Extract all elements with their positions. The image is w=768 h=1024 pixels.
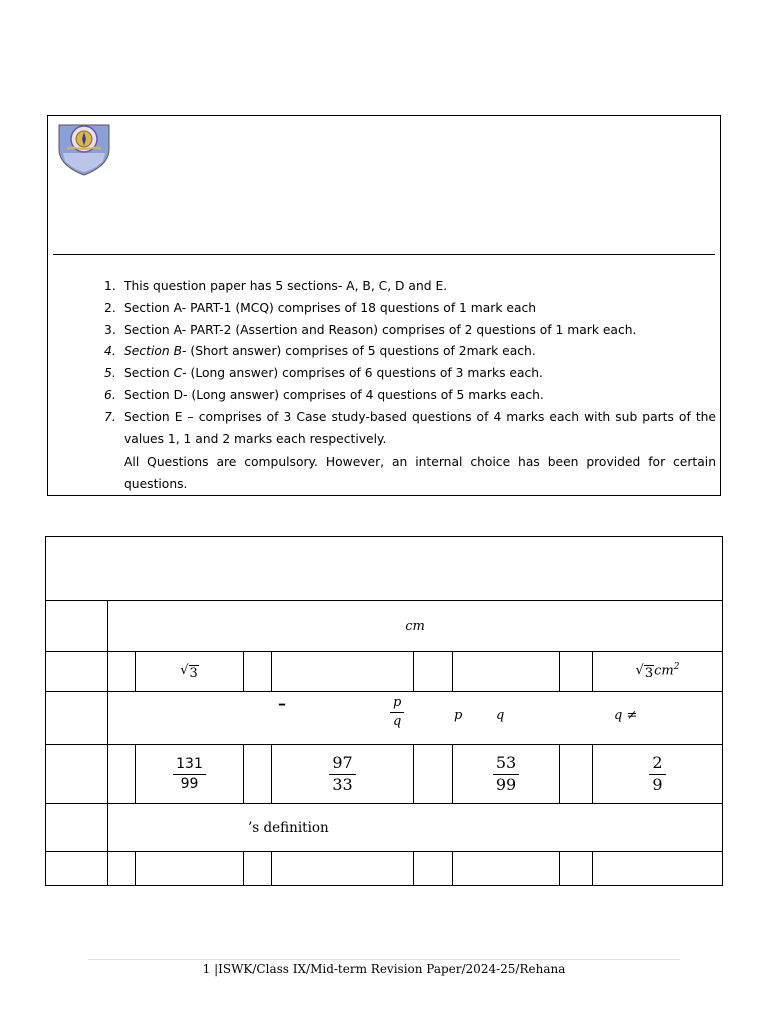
option-label-cell	[108, 652, 136, 692]
question-number-cell	[46, 852, 108, 886]
option-label-cell	[560, 652, 593, 692]
option-d-cell	[593, 745, 723, 804]
dash-symbol: –	[278, 694, 286, 713]
option-c-cell	[453, 852, 560, 886]
instructions-list	[94, 276, 716, 496]
question-text-cell	[108, 692, 723, 745]
option-label-cell	[108, 745, 136, 804]
question-number-cell	[46, 745, 108, 804]
option-d-cell: √ 3 $cm^2$	[593, 652, 723, 692]
option-a-cell	[136, 652, 244, 692]
fraction-p-over-q: $\frac{p}{q}$	[390, 696, 404, 728]
question-text-cell	[108, 601, 723, 652]
instruction-item: 2. Section A- PART-1 (MCQ) comprises of 18 questions of 1 mark each	[104, 300, 537, 315]
option-label-cell	[108, 852, 136, 886]
variable-p: p	[454, 708, 463, 723]
question-number-cell	[46, 804, 108, 852]
instruction-item: 7. Section E – comprises of 3 Case study-based questions of 4 marks each with sub parts of the values 1, 1 and 2 marks each respectively.	[104, 409, 716, 446]
instruction-item: 5. Section C- (Long answer) comprises of 6 questions of 3 marks each.	[104, 366, 543, 381]
section-heading-row	[46, 537, 723, 601]
question-row	[46, 692, 723, 745]
page-footer: 1 |ISWK/Class IX/Mid-term Revision Paper/2024-25/Rehana	[202, 962, 566, 976]
q-not-equal: q ≠	[614, 708, 638, 723]
option-d-cell	[593, 852, 723, 886]
question-row	[46, 601, 723, 652]
option-a-cell	[136, 745, 244, 804]
option-label-cell	[244, 852, 272, 886]
option-b-cell	[272, 652, 414, 692]
options-row	[46, 652, 723, 692]
instruction-item: 6. Section D- (Long answer) comprises of 4 questions of 5 marks each.	[104, 387, 544, 402]
section-heading-cell	[46, 537, 723, 601]
instruction-item: 1. This question paper has 5 sections- A, B, C, D and E.	[104, 279, 448, 293]
definition-text: ’s definition	[248, 819, 329, 836]
question-number-cell	[46, 692, 108, 745]
unit-cm: cm	[405, 618, 425, 634]
question-row	[46, 804, 723, 852]
question-number-cell	[46, 652, 108, 692]
school-crest-logo	[55, 119, 113, 177]
question-number-cell	[46, 601, 108, 652]
question-text-cell	[108, 804, 723, 852]
instructions-box	[47, 115, 721, 496]
instruction-item: 3. Section A- PART-2 (Assertion and Reason) comprises of 2 questions of 1 mark each.	[104, 322, 637, 337]
header-divider	[53, 254, 715, 255]
option-label-cell	[244, 745, 272, 804]
sqrt-expression: √ 3	[180, 662, 198, 681]
option-label-cell	[560, 852, 593, 886]
instruction-item: 4. Section B- (Short answer) comprises of 5 questions of 2mark each.	[104, 344, 536, 359]
option-label-cell	[560, 745, 593, 804]
fraction: $\frac{97}{33}$	[329, 755, 355, 794]
option-label-cell	[414, 852, 453, 886]
option-label-cell	[414, 652, 453, 692]
option-c-cell	[453, 745, 560, 804]
sqrt-expression: √ 3	[635, 663, 654, 682]
question-table	[45, 536, 723, 886]
option-label-cell	[414, 745, 453, 804]
option-b-cell	[272, 745, 414, 804]
options-row	[46, 852, 723, 886]
instruction-note: All Questions are compulsory. However, an internal choice has been provided for certain questions.	[124, 455, 716, 492]
option-c-cell	[453, 652, 560, 692]
fraction: $\frac{2}{9}$	[649, 755, 665, 794]
option-a-cell	[136, 852, 244, 886]
fraction: $\frac{53}{99}$	[493, 755, 519, 794]
options-row	[46, 745, 723, 804]
fraction: $\frac{131}{99}$	[173, 757, 206, 791]
footer-divider	[88, 959, 680, 960]
option-b-cell	[272, 852, 414, 886]
variable-q: q	[496, 708, 505, 723]
option-label-cell	[244, 652, 272, 692]
